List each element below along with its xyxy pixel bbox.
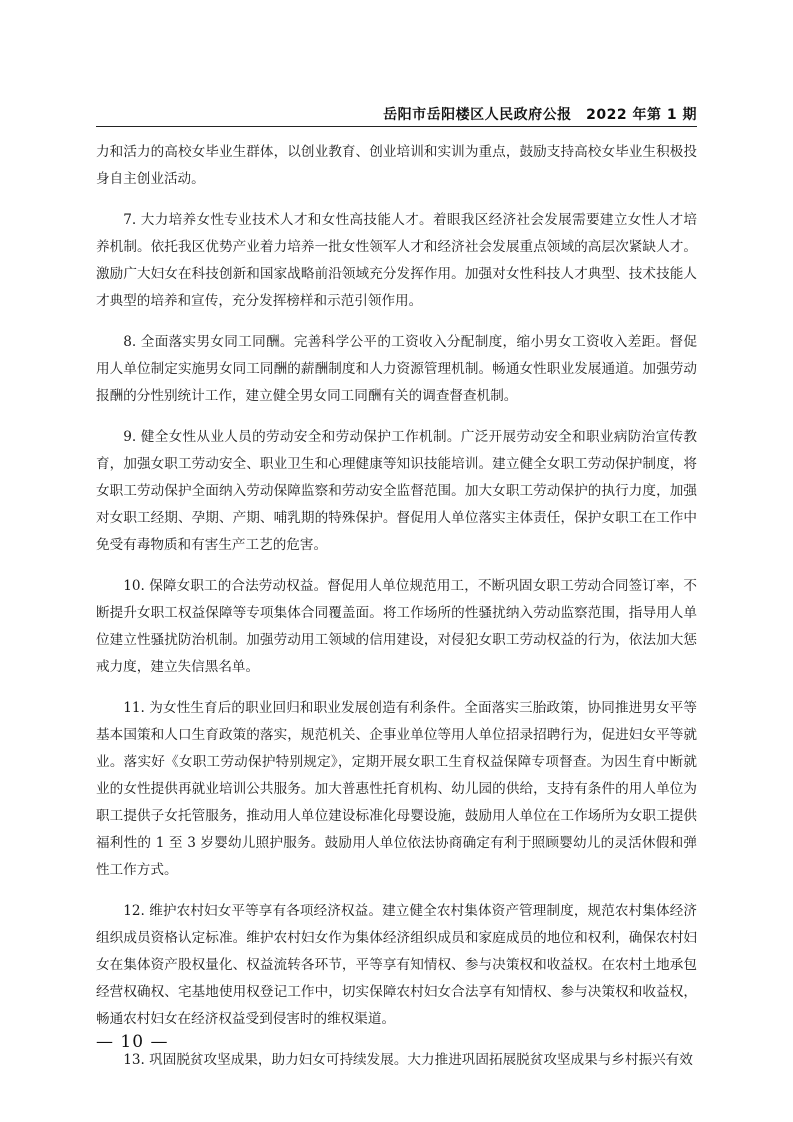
paragraph-item-10: 10. 保障女职工的合法劳动权益。督促用人单位规范用工，不断巩固女职工劳动合同签订率，不断提升女职工权益保障等专项集体合同覆盖面。将工作场所的性骚扰纳入劳动监察范围，指导用人单位建立性骚扰防治机制。加强劳动用工领域的信用建设，对侵犯女职工劳动权益的行为，依法加大惩戒力度，建立失信黑名单。 [96, 578, 697, 675]
page-header [96, 104, 697, 127]
paragraph-continuation: 力和活力的高校女毕业生群体，以创业教育、创业培训和实训为重点，鼓励支持高校女毕业生积极投身自主创业活动。 [96, 144, 697, 187]
header-title: 岳阳市岳阳楼区人民政府公报 2022 年第 1 期 [383, 107, 697, 123]
document-body [96, 139, 697, 1088]
paragraph-item-7: 7. 大力培养女性专业技术人才和女性高技能人才。着眼我区经济社会发展需要建立女性人才培养机制。依托我区优势产业着力培养一批女性领军人才和经济社会发展重点领域的高层次紧缺人才。激励广大妇女在科技创新和国家战略前沿领域充分发挥作用。加强对女性科技人才典型、技术技能人才典型的培养和宣传，充分发挥榜样和示范引领作用。 [96, 212, 697, 309]
paragraph-item-8: 8. 全面落实男女同工同酬。完善科学公平的工资收入分配制度，缩小男女工资收入差距。督促用人单位制定实施男女同工同酬的薪酬制度和人力资源管理机制。畅通女性职业发展通道。加强劳动报酬的分性别统计工作，建立健全男女同工同酬有关的调查督查机制。 [96, 334, 697, 404]
page-number: — 10 — [96, 1032, 169, 1052]
paragraph-item-9: 9. 健全女性从业人员的劳动安全和劳动保护工作机制。广泛开展劳动安全和职业病防治宣传教育，加强女职工劳动安全、职业卫生和心理健康等知识技能培训。建立健全女职工劳动保护制度，将女职工劳动保护全面纳入劳动保障监察和劳动安全监督范围。加大女职工劳动保护的执行力度，加强对女职工经期、孕期、产期、哺乳期的特殊保护。督促用人单位落实主体责任，保护女职工在工作中免受有毒物质和有害生产工艺的危害。 [96, 429, 697, 553]
paragraph-item-11: 11. 为女性生育后的职业回归和职业发展创造有利条件。全面落实三胎政策，协同推进男女平等基本国策和人口生育政策的落实，规范机关、企事业单位等用人单位招录招聘行为，促进妇女平等就业。落实好《女职工劳动保护特别规定》，定期开展女职工生育权益保障专项督查。为因生育中断就业的女性提供再就业培训公共服务。加大普惠性托育机构、幼儿园的供给，支持有条件的用人单位为职工提供子女托管服务，推动用人单位建设标准化母婴设施，鼓励用人单位在工作场所为女职工提供福利性的 1 至 3 岁婴幼儿照护服务。鼓励用人单位依法协商确定有利于照顾婴幼儿的灵活休假和弹性工作方式。 [96, 700, 697, 878]
paragraph-item-12: 12. 维护农村妇女平等享有各项经济权益。建立健全农村集体资产管理制度，规范农村集体经济组织成员资格认定标准。维护农村妇女作为集体经济组织成员和家庭成员的地位和权利，确保农村妇女在集体资产股权量化、权益流转各环节，平等享有知情权、参与决策权和收益权。在农村土地承包经营权确权、宅基地使用权登记工作中，切实保障农村妇女合法享有知情权、参与决策权和收益权，畅通农村妇女在经济权益受到侵害时的维权渠道。 [96, 903, 697, 1027]
paragraph-item-13: 13. 巩固脱贫攻坚成果，助力妇女可持续发展。大力推进巩固拓展脱贫攻坚成果与乡村振兴有效 [123, 1052, 693, 1068]
